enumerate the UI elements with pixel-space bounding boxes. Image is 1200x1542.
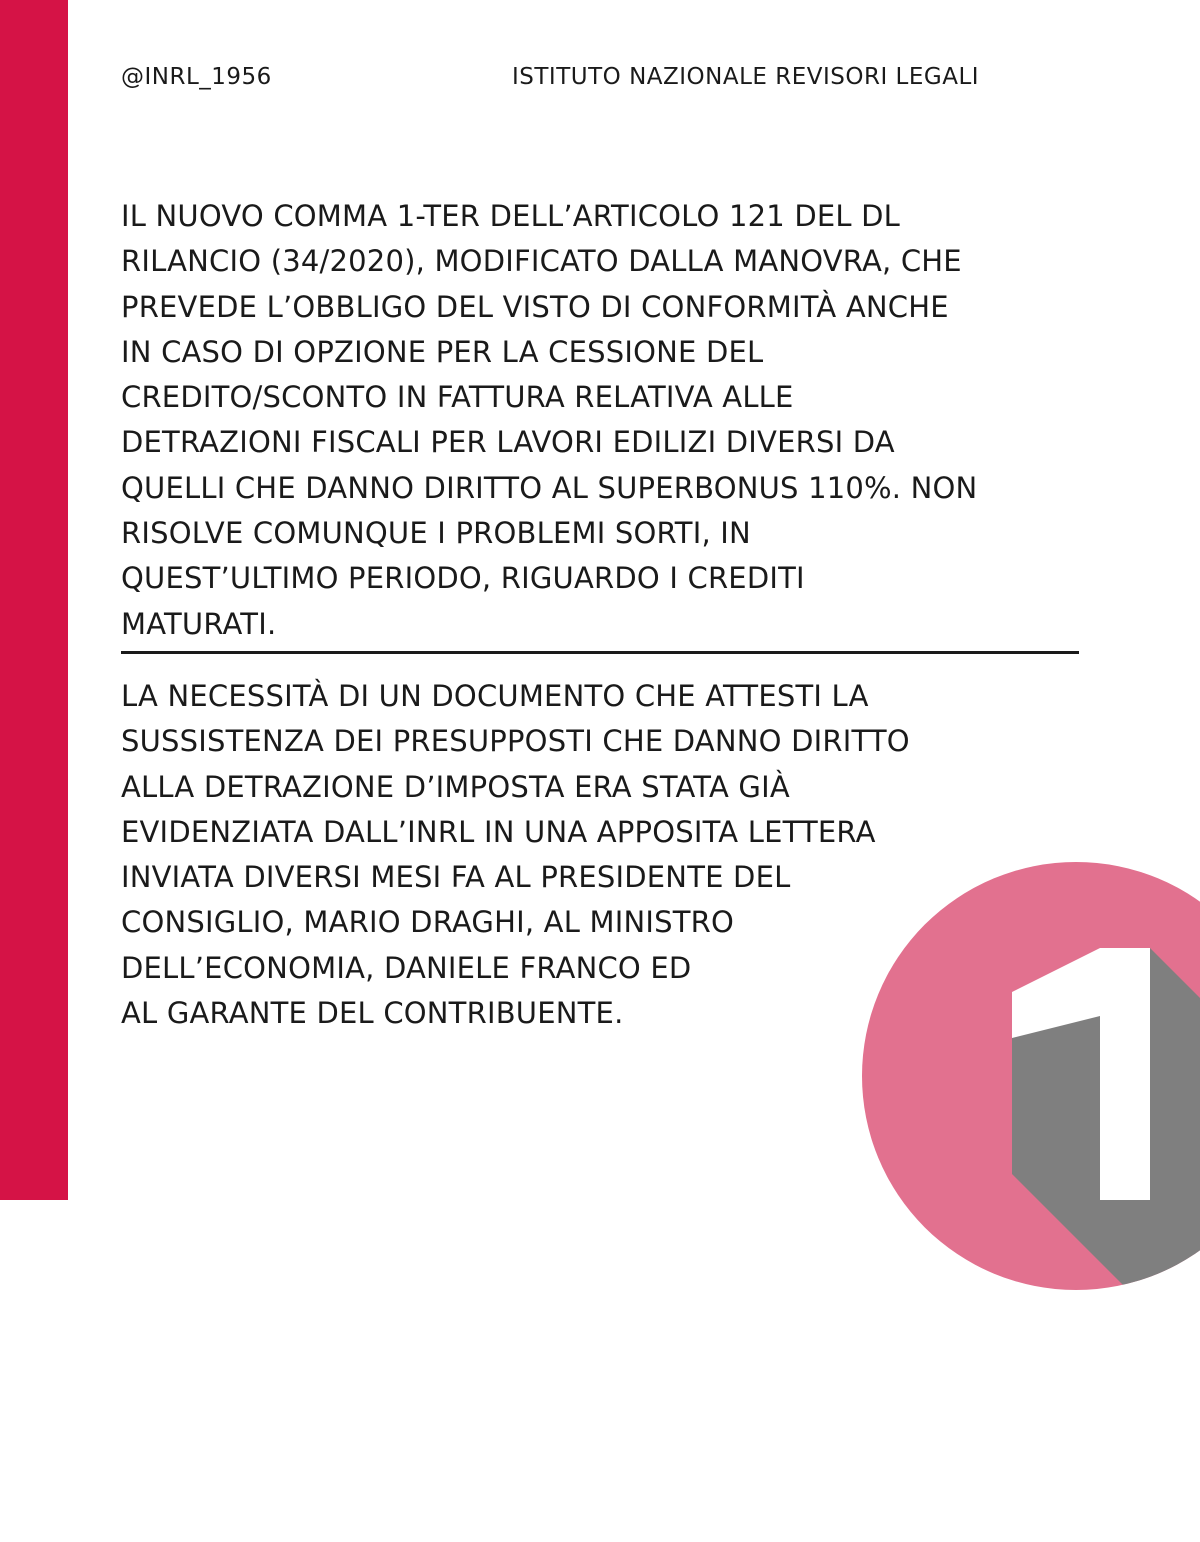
paragraph-1-line: MATURATI.: [121, 606, 277, 641]
paragraph-1-line: DETRAZIONI FISCALI PER LAVORI EDILIZI DIVERSI DA: [121, 425, 895, 460]
paragraph-2-line: DELL’ECONOMIA, DANIELE FRANCO ED: [121, 950, 692, 985]
paragraph-1-line: RILANCIO (34/2020), MODIFICATO DALLA MANOVRA, CHE: [121, 244, 962, 279]
paragraph-1-line: PREVEDE L’OBBLIGO DEL VISTO DI CONFORMITÀ ANCHE: [121, 289, 949, 324]
paragraph-1-line: IN CASO DI OPZIONE PER LA CESSIONE DEL: [121, 334, 764, 369]
paragraph-2-line: CONSIGLIO, MARIO DRAGHI, AL MINISTRO: [121, 905, 735, 940]
paragraph-2-line: LA NECESSITÀ DI UN DOCUMENTO CHE ATTESTI LA: [121, 679, 869, 713]
paragraph-1-line: IL NUOVO COMMA 1-TER DELL’ARTICOLO 121 DEL DL: [121, 199, 901, 233]
paragraph-1-line: CREDITO/SCONTO IN FATTURA RELATIVA ALLE: [121, 380, 794, 415]
paragraph-2-line: AL GARANTE DEL CONTRIBUENTE.: [121, 996, 624, 1031]
section-divider: [121, 651, 1079, 654]
paragraph-2-line: ALLA DETRAZIONE D’IMPOSTA ERA STATA GIÀ: [121, 769, 790, 804]
account-handle: @INRL_1956: [121, 64, 272, 90]
side-accent-bar: [0, 0, 68, 1200]
organization-name: ISTITUTO NAZIONALE REVISORI LEGALI: [512, 64, 980, 90]
page-number-badge: [862, 862, 1200, 1542]
paragraph-2-line: SUSSISTENZA DEI PRESUPPOSTI CHE DANNO DIRITTO: [121, 724, 910, 759]
paragraph-2-line: INVIATA DIVERSI MESI FA AL PRESIDENTE DEL: [121, 860, 791, 895]
paragraph-1: [121, 194, 1121, 647]
paragraph-2-line: EVIDENZIATA DALL’INRL IN UNA APPOSITA LETTERA: [121, 814, 876, 849]
paragraph-1-line: RISOLVE COMUNQUE I PROBLEMI SORTI, IN: [121, 516, 751, 551]
paragraph-1-line: QUEST’ULTIMO PERIODO, RIGUARDO I CREDITI: [121, 561, 805, 596]
paragraph-1-line: QUELLI CHE DANNO DIRITTO AL SUPERBONUS 110%. NON: [121, 470, 978, 505]
